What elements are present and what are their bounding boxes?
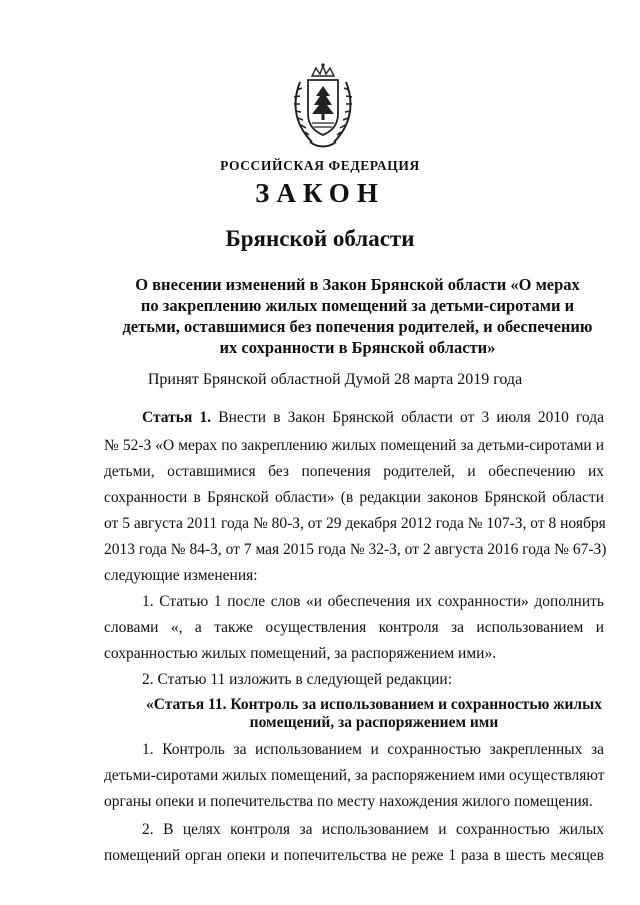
article-1-text: Внести в Закон Брянской области от 3 июля 2010 года (218, 409, 605, 426)
coat-of-arms-icon (290, 62, 356, 150)
article-11-heading-cont: помещений, за распоряжением ими (249, 714, 499, 731)
article-1-first-line (142, 408, 604, 428)
article-1-line: детьми, оставшимися без попечения родителей, и обеспечению их (104, 463, 604, 480)
article-11-p2-line: 2. В целях контроля за использованием и сохранностью жилых (142, 821, 604, 838)
article-1-label: Статья 1. (142, 409, 212, 426)
item-1-line: 1. Статью 1 после слов «и обеспечения их сохранности» дополнить (142, 593, 604, 610)
country-heading: РОССИЙСКАЯ ФЕДЕРАЦИЯ (220, 158, 420, 173)
article-11-p1-line: органы опеки и попечительства по месту нахождения жилого помещения. (104, 793, 593, 810)
article-11-p2-line: помещений орган опеки и попечительства не реже 1 раза в шесть месяцев (104, 847, 604, 864)
article-11-p1-line: 1. Контроль за использованием и сохранностью закрепленных за (142, 741, 604, 758)
article-1-line: следующие изменения: (104, 567, 258, 584)
article-1-line: сохранности в Брянской области» (в редакции законов Брянской области (104, 489, 604, 506)
article-11-p1-line: детьми-сиротами жилых помещений, за распоряжением ими осуществляют (104, 767, 605, 784)
title-line: их сохранности в Брянской области» (219, 338, 496, 357)
region-heading: Брянской области (225, 226, 415, 251)
article-1-line: от 5 августа 2011 года № 80-З, от 29 декабря 2012 года № 107-З, от 8 ноября (104, 515, 606, 532)
article-1-line: 2013 года № 84-З, от 7 мая 2015 года № 32-З, от 2 августа 2016 года № 67-З) (104, 541, 607, 558)
item-1-line: сохранностью жилых помещений, за распоряжением ими». (104, 645, 497, 662)
article-1-line: № 52-З «О мерах по закреплению жилых помещений за детьми-сиротами и (104, 437, 604, 454)
title-line: О внесении изменений в Закон Брянской области «О мерах (135, 275, 580, 294)
document-title (95, 274, 620, 358)
adoption-note: Принят Брянской областной Думой 28 марта 2019 года (147, 371, 523, 388)
article-11-heading: «Статья 11. Контроль за использованием и сохранностью жилых (146, 696, 602, 713)
law-heading: ЗАКОН (255, 178, 385, 208)
item-2-line: 2. Статью 11 изложить в следующей редакции: (142, 671, 453, 688)
item-1-line: словами «, а также осуществления контроля за использованием и (104, 619, 604, 636)
title-line: детьми, оставшимися без попечения родителей, и обеспечению (122, 317, 593, 336)
title-line: по закреплению жилых помещений за детьми-сиротами и (140, 296, 575, 315)
